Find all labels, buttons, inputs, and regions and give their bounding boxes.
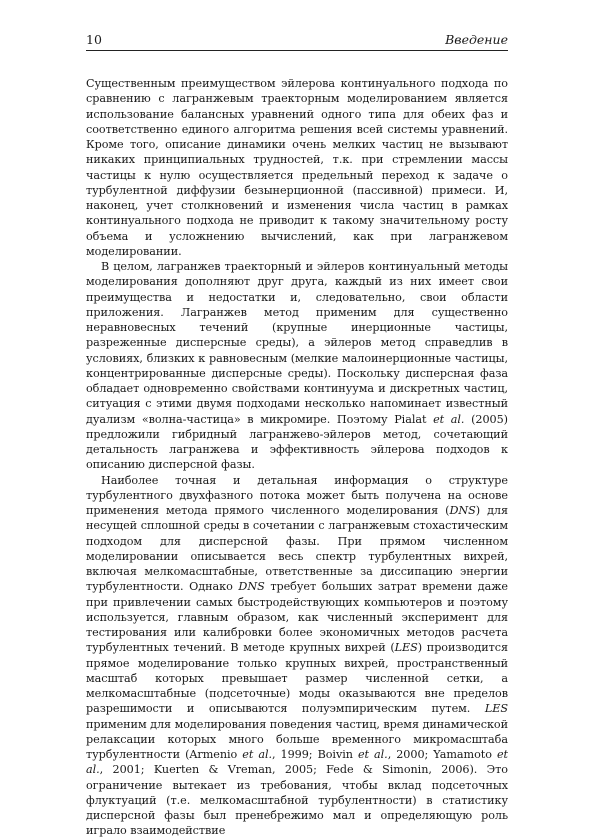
body-text [86, 76, 508, 839]
paragraph-3: Наиболее точная и детальная информация о структуре турбулентного двухфазного потока может быть получена на основе применения метода прямого численного моделирования (DNS) для несущей сплошной среды в сочетании с лагранжевым стохастическим подходом для дисперсной фазы. При прямом численном моделировании описывается весь спектр турбулентных вихрей, включая мелкомасштабные, ответственные за диссипацию энергии турбулентности. Однако DNS требует больших затрат времени даже при привлечении самых быстродействующих компьютеров и поэтому используется, главным образом, как численный эксперимент для тестирования или калибровки более экономичных методов расчета турбулентных течений. В методе крупных вихрей (LES) производится прямое моделирование только крупных вихрей, пространственный масштаб которых превышает размер численной сетки, а мелкомасштабные (подсеточные) моды оказываются вне пределов разрешимости и описываются полуэмпирическим путем. LES применим для моделирования поведения частиц, время динамической релаксации которых много больше временного микромасштаба турбулентности (Armenio et al., 1999; Boivin et al., 2000; Yamamoto et al., 2001; Kuerten & Vreman, 2005; Fede & Simonin, 2006). Это ограничение вытекает из требования, чтобы вклад подсеточных флуктуаций (т.е. мелкомасштабной турбулентности) в статистику дисперсной фазы был пренебрежимо мал и определяющую роль играло взаимодействие [86, 473, 509, 838]
page-header [86, 32, 508, 51]
paragraph-1: Существенным преимуществом эйлерова континуального подхода по сравнению с лагранжевым траекторным моделированием является использование балансных уравнений одного типа для обеих фаз и соответственно единого алгоритма решения всей системы уравнений. Кроме того, описание динамики очень мелких частиц не вызывают никаких принципиальных трудностей, т.к. при стремлении массы частицы к нулю осуществляется предельный переход к задаче о турбулентной диффузии безынерционной (пассивной) примеси. И, наконец, учет столкновений и изменения числа частиц в рамках континуального подхода не приводит к такому значительному росту объема и усложнению вычислений, как при лагранжевом моделировании. [86, 77, 508, 258]
page-number: 10 [86, 32, 102, 47]
paragraph-2: В целом, лагранжев траекторный и эйлеров континуальный методы моделирования дополняют друг друга, каждый из них имеет свои преимущества и недостатки и, следовательно, свои области приложения. Лагранжев метод применим для существенно неравновесных течений (крупные инерционные частицы, разреженные дисперсные среды), а эйлеров метод справедлив в условиях, близких к равновесным (мелкие малоинерционные частицы, концентрированные дисперсные среды). Поскольку дисперсная фаза обладает одновременно свойствами континуума и дискретных частиц, ситуация с этими двумя подходами несколько напоминает известный дуализм «волна-частица» в микромире. Поэтому Pialat et al. (2005) предложили гибридный лагранжево-эйлеров метод, сочетающий детальность лагранжева и эффективность эйлерова подходов к описанию дисперсной фазы. [86, 260, 508, 472]
running-title: Введение [445, 32, 508, 47]
